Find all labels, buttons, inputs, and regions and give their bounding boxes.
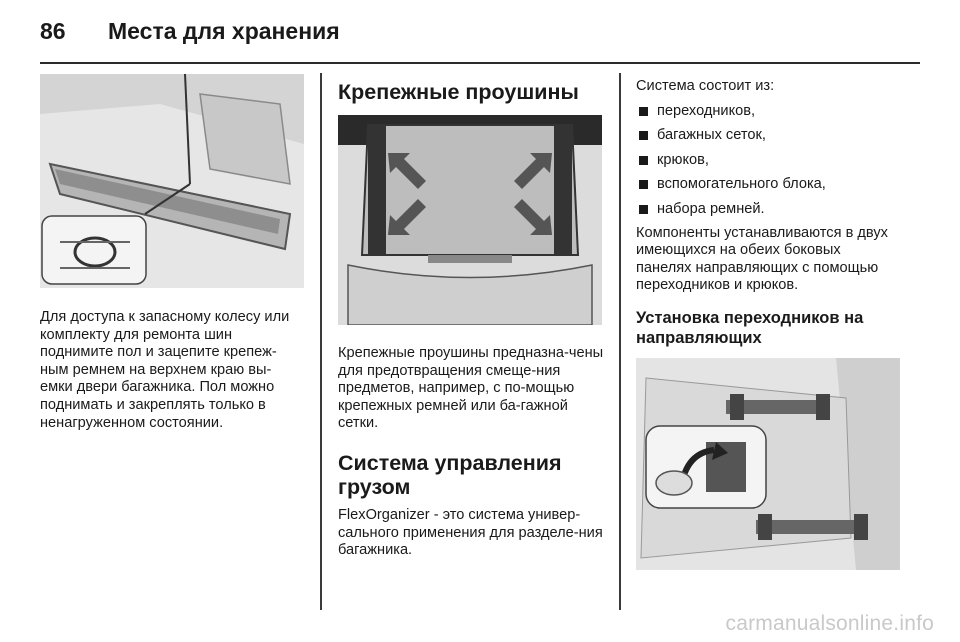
list-item: переходников,: [636, 99, 900, 124]
column-left: [40, 74, 304, 432]
watermark: carmanualsonline.info: [725, 612, 934, 635]
bullet-icon: [639, 131, 648, 140]
components-paragraph: Компоненты устанавливаются в двух имеющихся на обеих боковых панелях направляющих с помощью переходников и крюков.: [636, 224, 888, 294]
load-management-heading: Система управления грузом: [338, 450, 562, 499]
page-number: 86: [40, 18, 66, 44]
page-title: Места для хранения: [108, 18, 340, 44]
lashing-eyes-paragraph: Крепежные проушины предназна-чены для предотвращения смеще-ния предметов, например, с по-мощью крепежных ремней или ба-гажной сетки.: [338, 345, 604, 432]
bullet-icon: [639, 156, 648, 165]
adapter-install-heading: Установка переходников на направляющих: [636, 308, 864, 347]
list-item: багажных сеток,: [636, 123, 900, 148]
column-right: [636, 74, 900, 570]
header-rule: [40, 62, 920, 64]
system-intro: Система состоит из:: [636, 78, 775, 94]
list-item: крюков,: [636, 148, 900, 173]
trunk-lashing-eyes-icon: [338, 115, 602, 325]
list-item: вспомогательного блока,: [636, 172, 900, 197]
list-item: набора ремней.: [636, 197, 900, 222]
component-list: [636, 99, 900, 222]
trunk-floor-strap-icon: [40, 74, 304, 288]
rail-adapter-install-icon: [636, 358, 900, 570]
bullet-icon: [639, 107, 648, 116]
bullet-icon: [639, 205, 648, 214]
flexorganizer-paragraph: FlexOrganizer - это система универ-сального применения для разделе-ния багажника.: [338, 506, 603, 559]
lashing-eyes-heading: Крепежные проушины: [338, 80, 579, 104]
page-header: [40, 18, 340, 54]
spare-wheel-paragraph: Для доступа к запасному колесу или комплекту для ремонта шин поднимите пол и зацепите крепеж-ным ремнем на верхнем краю вы-емки двери багажника. Пол можно поднимать и закреплять только в ненагруженном состоянии.: [40, 309, 290, 431]
column-divider: [619, 73, 621, 610]
column-divider: [320, 73, 322, 610]
bullet-icon: [639, 180, 648, 189]
column-middle: [338, 74, 606, 560]
